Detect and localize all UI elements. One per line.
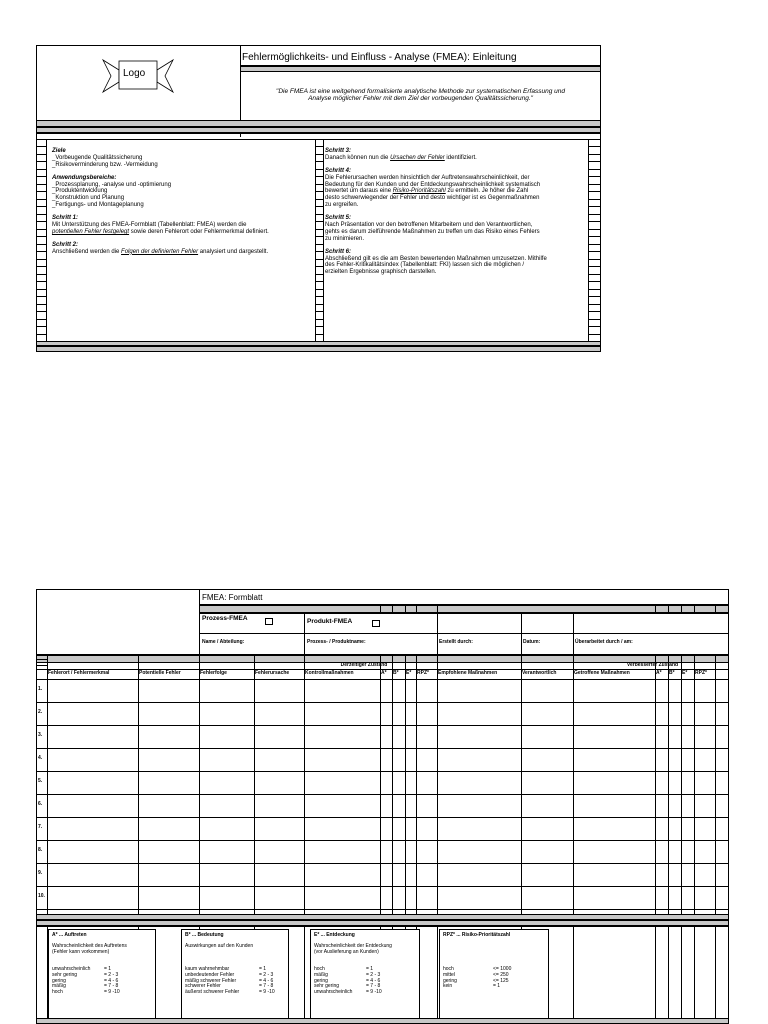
name-abteilung-label: Name / Abteilung: [202, 639, 245, 645]
intro-left-text: Ziele _Vorbeugende Qualitätssicherung _Risikoverminderung bzw. -Vermeidung Anwendungsbereiche: _Prozessplanung, -analyse und -optimierung _Produktentwicklung _Konstruktion und Planung _Fertigungs- und Montageplanung Schritt 1: Mit Unterstützung des FMEA-Formblatt (Tabellenblatt: FMEA) werden die potentiellen Fehler festgelegt sowie deren Fehlerort oder Fehlermerkmal definiert. Schritt 2: Anschließend werden die Folgen der definierten Fehler analysiert und dargestellt. [52, 148, 269, 255]
datum-label: Datum: [523, 639, 541, 645]
verbessert-header: Verbesserter Zustand [626, 662, 679, 668]
column-header: Kontrollmaßnahmen [305, 670, 354, 676]
form-title: FMEA: Formblatt [202, 593, 263, 602]
column-header: RPZ* [417, 670, 429, 676]
ueberarbeitet-label: Überarbeitet durch / am: [575, 639, 633, 645]
column-header: Empfohlene Maßnahmen [438, 670, 498, 676]
produkt-fmea-checkbox[interactable] [372, 620, 380, 627]
column-header: Getroffene Maßnahmen [574, 670, 630, 676]
legend-rpz-items: hoch <= 1000 mittel <= 250 gering <= 125 kein = 1 [443, 966, 512, 990]
column-header: B* [393, 670, 399, 676]
column-header: Verantwortlich [522, 670, 557, 676]
column-header: A* [656, 670, 662, 676]
logo-text: Logo [123, 68, 146, 79]
column-header: B* [669, 670, 675, 676]
row-number: 8. [38, 847, 43, 853]
row-number: 6. [38, 801, 43, 807]
row-number: 5. [38, 778, 43, 784]
prozess-fmea-label: Prozess-FMEA [202, 615, 248, 622]
column-header: Fehlerfolge [200, 670, 227, 676]
column-header: RPZ* [695, 670, 707, 676]
row-number: 4. [38, 755, 43, 761]
intro-right-text: Schritt 3: Danach können nun die Ursachen der Fehler identifiziert. Schritt 4: Die Fehlerursachen werden hinsichtlich der Auftretenswahrscheinlichkeit, der Bedeutung für den Kunden und der Entdeckungswahrscheinlichkeit systematisch bewertet um daraus eine Risiko-Prioritätszahl zu ermitteln. Je höher die Zahl desto schwerwiegender der Fehler und desto wichtiger ist es Gegenmaßnahmen zu ergreifen. Schritt 5: Nach Präsentation vor den betroffenen Mitarbeitern und den Verantwortlichen, gehts es darum zielführende Maßnahmen zu treffen um das Risiko eines Fehlers zu minimieren. Schritt 6: Abschließend gilt es die am Besten bewertenden Maßnahmen umzusetzen. Mithilfe des Fehler-Kritikalitätsindex (Tabellenblatt: FKI) lassen sich die möglichen / erzielten Ergebnisse graphisch darstellen. [325, 148, 547, 276]
legend-a: A* ... Auftreten Wahrscheinlichkeit des Auftretens (Fehler kann vorkommen) unwahrscheinlich = 1 sehr gering = 2 - 3 gering = 4 - 6 mäßig = 7 - 8 hoch = 9 -10 [48, 929, 156, 1019]
column-header: E* [682, 670, 688, 676]
row-number: 3. [38, 732, 43, 738]
column-header: A* [381, 670, 387, 676]
erstellt-label: Erstellt durch: [439, 639, 473, 645]
column-header: E* [406, 670, 412, 676]
legend-b: B* ... Bedeutung Auswirkungen auf den Kunden kaum wahrnehmbar = 1 unbedeutender Fehler = 2 - 3 mäßig schwerer Fehler = 4 - 6 schwerer Fehler = 7 - 8 äußerst schwerer Fehler = 9 -10 [181, 929, 289, 1019]
legend-e: E* ... Entdeckung Wahrscheinlichkeit der Entdeckung (vor Auslieferung an Kunden) hoch = 1 mäßig = 2 - 3 gering = 4 - 6 sehr gering = 7 - 8 unwahrscheinlich = 9 -10 [310, 929, 420, 1019]
column-header: Fehlerursache [255, 670, 290, 676]
legend-b-items: kaum wahrnehmbar = 1 unbedeutender Fehler = 2 - 3 mäßig schwerer Fehler = 4 - 6 schwerer Fehler = 7 - 8 äußerst schwerer Fehler = 9 -10 [185, 966, 275, 995]
column-header: Potentielle Fehler [139, 670, 181, 676]
row-number: 10. [38, 893, 45, 899]
row-number: 9. [38, 870, 43, 876]
legend-e-items: hoch = 1 mäßig = 2 - 3 gering = 4 - 6 sehr gering = 7 - 8 unwahrscheinlich = 9 -10 [314, 966, 382, 995]
legend-a-items: unwahrscheinlich = 1 sehr gering = 2 - 3 gering = 4 - 6 mäßig = 7 - 8 hoch = 9 -10 [52, 966, 120, 995]
row-number: 2. [38, 709, 43, 715]
derzeitig-header: Derzeitiger Zustand [340, 662, 388, 668]
row-number: 7. [38, 824, 43, 830]
legend-rpz: RPZ* ... Risiko-Prioritätszahl hoch <= 1000 mittel <= 250 gering <= 125 kein = 1 [439, 929, 549, 1019]
intro-quote: "Die FMEA ist eine weitgehend formalisierte analytische Methode zur systematischen Erfassung und Analyse möglicher Fehler mit dem Ziel der vorbeugenden Qualitätssicherung." [276, 88, 565, 103]
produkt-fmea-label: Produkt-FMEA [307, 618, 353, 625]
row-number: 1. [38, 686, 43, 692]
prozess-fmea-checkbox[interactable] [265, 618, 273, 625]
intro-title: Fehlermöglichkeits- und Einfluss - Analyse (FMEA): Einleitung [242, 52, 517, 63]
prozessname-label: Prozess- / Produktname: [307, 639, 366, 645]
column-header: Fehlerort / Fehlermerkmal [48, 670, 110, 676]
